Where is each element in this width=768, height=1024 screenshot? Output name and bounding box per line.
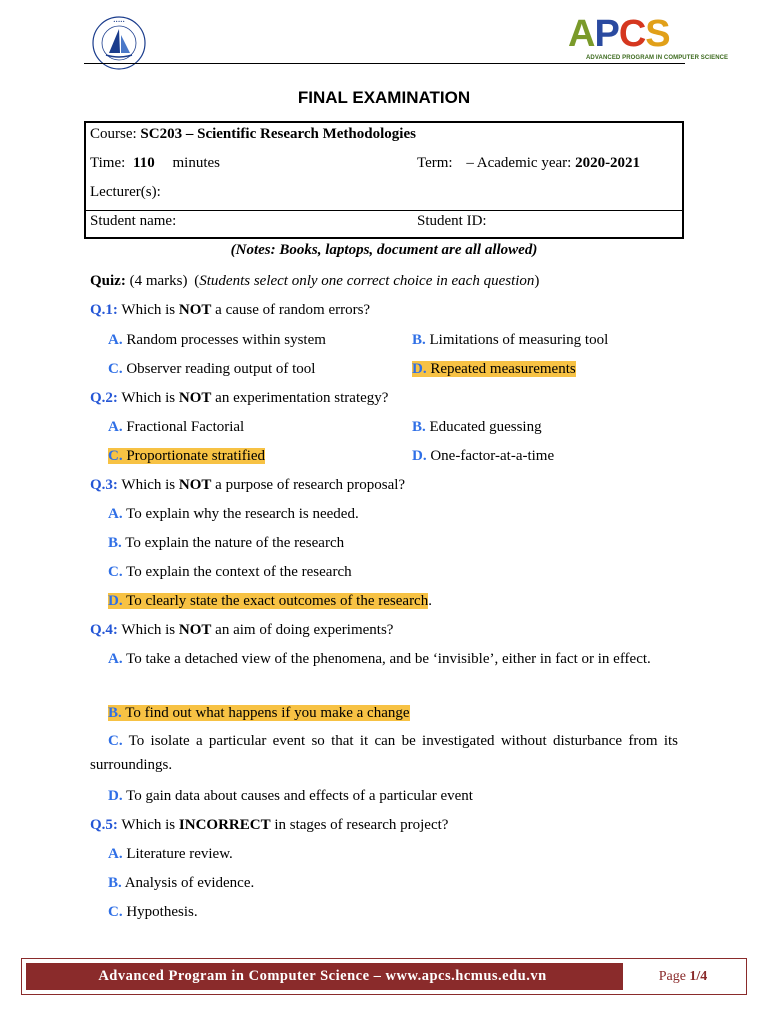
option-letter: D. — [412, 448, 427, 464]
option-text: To clearly state the exact outcomes of the research — [126, 593, 429, 609]
q4-option-b[interactable] — [108, 704, 410, 722]
q1-option-d[interactable] — [412, 360, 576, 378]
answer-highlight — [108, 448, 265, 464]
option-letter: D. — [108, 788, 123, 804]
option-letter: B. — [412, 419, 426, 435]
q5-option-c[interactable] — [108, 903, 198, 921]
option-text: To explain the nature of the research — [125, 535, 345, 551]
question-number: Q.3: — [90, 477, 118, 493]
question-text-pre: Which is — [121, 390, 176, 406]
answer-highlight — [108, 593, 428, 609]
option-letter: B. — [412, 332, 426, 348]
question-text-post: a cause of random errors? — [215, 302, 371, 318]
apcs-letter-p: P — [594, 13, 619, 55]
q5-option-b[interactable] — [108, 874, 254, 892]
question-keyword: NOT — [178, 477, 212, 493]
option-letter: A. — [108, 846, 123, 862]
q4-option-c[interactable] — [90, 729, 678, 777]
question-number: Q.2: — [90, 390, 118, 406]
option-letter: D. — [412, 361, 427, 377]
option-letter: A. — [108, 332, 123, 348]
option-letter: C. — [108, 564, 123, 580]
student-name-label: Student name: — [90, 213, 177, 229]
quiz-marks: (4 marks) — [129, 273, 188, 289]
option-text: Hypothesis. — [126, 904, 198, 920]
option-text: To explain the context of the research — [126, 564, 352, 580]
page-title: FINAL EXAMINATION — [297, 88, 471, 107]
apcs-letter-c: C — [618, 13, 646, 55]
page-label: Page — [658, 969, 686, 984]
header-divider — [84, 63, 685, 64]
q4-option-a[interactable] — [90, 647, 678, 671]
option-text: Limitations of measuring tool — [429, 332, 609, 348]
q1-option-b[interactable] — [412, 331, 608, 349]
academic-year-label: – Academic year: — [466, 155, 572, 171]
question-number: Q.5: — [90, 817, 118, 833]
footer-bar — [26, 963, 742, 990]
svg-text:•••••: ••••• — [113, 19, 125, 24]
option-trailing-punct: . — [428, 593, 432, 609]
q1-option-c[interactable] — [108, 360, 315, 378]
option-text: To find out what happens if you make a change — [125, 705, 410, 721]
option-text: To isolate a particular event so that it can be investigated without disturbance from its surroundings. — [90, 733, 678, 773]
option-letter: B. — [108, 875, 122, 891]
option-letter: B. — [108, 535, 122, 551]
question-text-pre: Which is — [121, 302, 176, 318]
question-1 — [90, 301, 370, 319]
option-letter: D. — [108, 593, 123, 609]
academic-year-value: 2020-2021 — [575, 155, 641, 171]
option-text: Fractional Factorial — [126, 419, 245, 435]
option-text: Literature review. — [126, 846, 233, 862]
option-letter: A. — [108, 506, 123, 522]
time-row — [90, 154, 220, 172]
term-row — [417, 154, 640, 172]
quiz-header — [90, 272, 539, 290]
q4-option-d[interactable] — [108, 787, 473, 805]
question-text-post: in stages of research project? — [274, 817, 449, 833]
course-row — [90, 125, 416, 143]
option-letter: C. — [108, 448, 123, 464]
question-text-post: a purpose of research proposal? — [215, 477, 406, 493]
option-letter: C. — [108, 361, 123, 377]
time-label: Time: — [90, 155, 126, 171]
q2-option-d[interactable] — [412, 447, 554, 465]
question-5 — [90, 816, 448, 834]
option-text: To gain data about causes and effects of a particular event — [126, 788, 473, 804]
q5-option-a[interactable] — [108, 845, 233, 863]
q3-option-d[interactable] — [108, 592, 432, 610]
question-text-post: an aim of doing experiments? — [215, 622, 394, 638]
time-value: 110 — [133, 155, 155, 171]
option-text: To explain why the research is needed. — [126, 506, 359, 522]
q1-option-a[interactable] — [108, 331, 326, 349]
q2-option-a[interactable] — [108, 418, 244, 436]
exam-notes: (Notes: Books, laptops, document are all allowed) — [230, 242, 538, 258]
page-footer — [21, 958, 747, 995]
question-keyword: NOT — [178, 390, 212, 406]
page-number — [623, 963, 743, 990]
answer-highlight — [412, 361, 576, 377]
option-text: Random processes within system — [126, 332, 326, 348]
q2-option-b[interactable] — [412, 418, 542, 436]
apcs-tagline: ADVANCED PROGRAM IN COMPUTER SCIENCE — [586, 55, 729, 61]
course-value: SC203 – Scientific Research Methodologies — [140, 126, 416, 142]
footer-text: Advanced Program in Computer Science – www.apcs.hcmus.edu.vn — [98, 968, 547, 984]
q2-option-c[interactable] — [108, 447, 265, 465]
option-letter: A. — [108, 419, 123, 435]
question-keyword: NOT — [178, 622, 212, 638]
student-id-label: Student ID: — [417, 213, 487, 229]
option-text: Repeated measurements — [430, 361, 576, 377]
quiz-label: Quiz: — [90, 273, 126, 289]
option-letter: A. — [108, 651, 123, 667]
answer-highlight — [108, 705, 410, 721]
question-keyword: NOT — [178, 302, 212, 318]
question-number: Q.4: — [90, 622, 118, 638]
option-text: One-factor-at-a-time — [430, 448, 555, 464]
option-text: To take a detached view of the phenomena, and be ‘invisible’, either in fact or in effect. — [126, 651, 651, 667]
question-3 — [90, 476, 405, 494]
question-2 — [90, 389, 388, 407]
q3-option-b[interactable] — [108, 534, 344, 552]
option-letter: C. — [108, 733, 123, 749]
lecturer-label: Lecturer(s): — [90, 184, 161, 200]
page-value: 1/4 — [689, 969, 708, 984]
question-text-pre: Which is — [121, 622, 176, 638]
apcs-letter-s: S — [645, 13, 670, 55]
option-text: Observer reading output of tool — [126, 361, 316, 377]
question-keyword: INCORRECT — [178, 817, 271, 833]
option-letter: C. — [108, 904, 123, 920]
option-text: Educated guessing — [429, 419, 542, 435]
option-text: Analysis of evidence. — [124, 875, 255, 891]
info-box-divider — [86, 210, 682, 211]
course-label: Course: — [90, 126, 137, 142]
time-unit: minutes — [172, 155, 220, 171]
question-number: Q.1: — [90, 302, 118, 318]
question-text-post: an experimentation strategy? — [215, 390, 389, 406]
option-letter: B. — [108, 705, 122, 721]
question-text-pre: Which is — [121, 477, 176, 493]
q3-option-c[interactable] — [108, 563, 352, 581]
apcs-logo — [566, 13, 729, 64]
quiz-instruction: (Students select only one correct choice in each question) — [194, 273, 540, 289]
question-text-pre: Which is — [121, 817, 176, 833]
question-4 — [90, 621, 393, 639]
term-label: Term: — [417, 155, 453, 171]
q3-option-a[interactable] — [108, 505, 359, 523]
option-text: Proportionate stratified — [126, 448, 266, 464]
apcs-letter-a: A — [568, 13, 595, 55]
